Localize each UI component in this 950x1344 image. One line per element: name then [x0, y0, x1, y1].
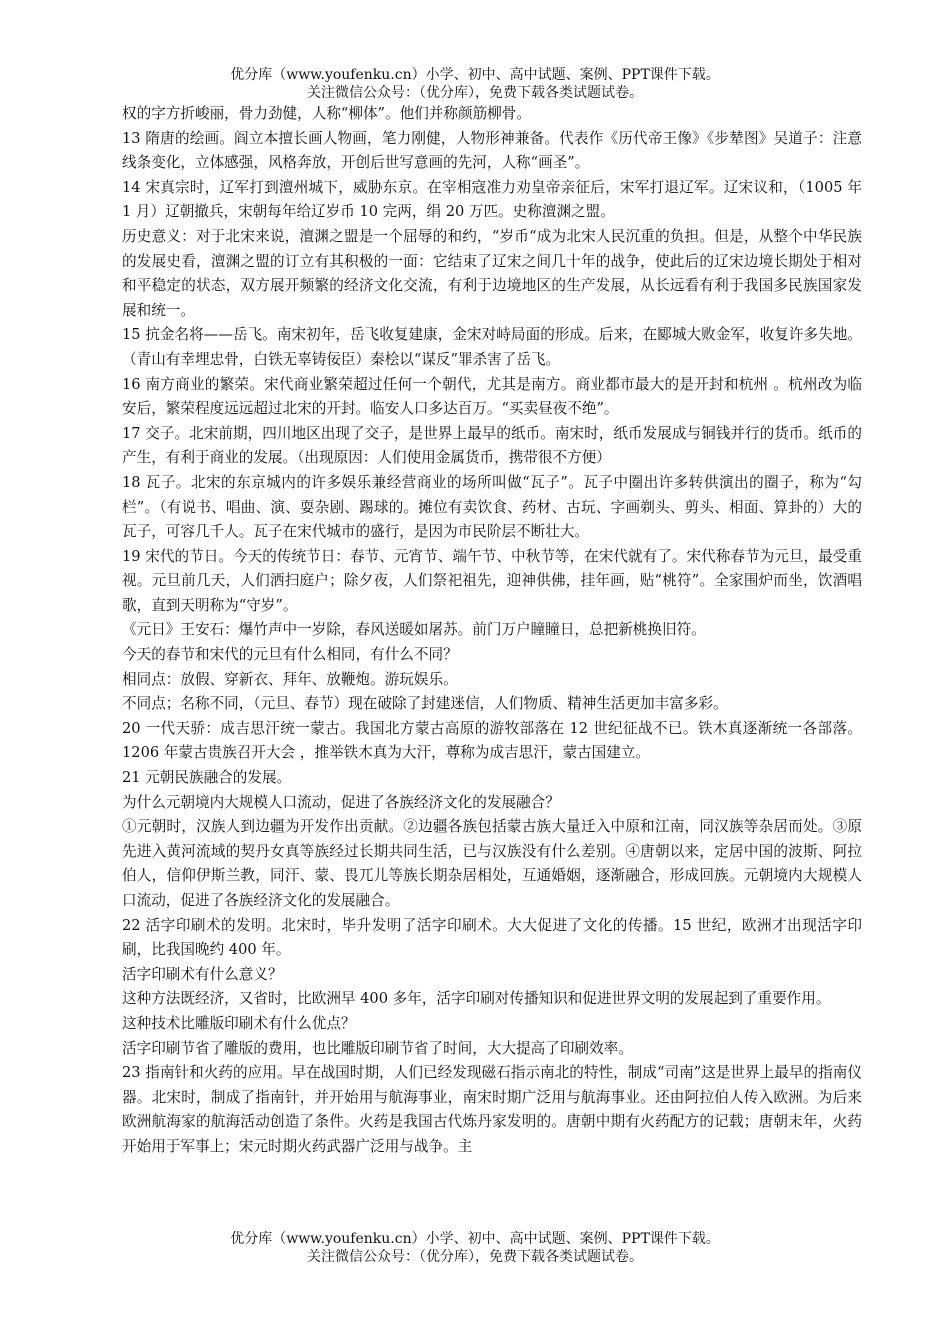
document-body [122, 102, 862, 1160]
paragraph-22: 活字印刷节省了雕版的费用，也比雕版印刷节省了时间，大大提高了印刷效率。 [122, 1039, 633, 1057]
paragraph-14: 20 一代天骄：成吉思汗统一蒙古。我国北方蒙古高原的游牧部落在 12 世纪征战不已。铁木真逐渐统一各部落。1206 年蒙古贵族召开大会 ，推举铁木真为大汗，尊称为成吉思汗，蒙古国建立。 [122, 719, 862, 762]
paragraph-02: 13 隋唐的绘画。阎立本擅长画人物画，笔力刚健，人物形神兼备。代表作《历代帝王像》《步辇图》吴道子：注意线条变化，立体感强，风格奔放，开创后世写意画的先河，人称“画圣”。 [122, 129, 862, 172]
paragraph-15: 21 元朝民族融合的发展。 [122, 769, 292, 787]
header-line-1: 优分库（www.youfenku.cn）小学、初中、高中试题、案例、PPT课件下载。 [230, 67, 720, 83]
page-footer [0, 1230, 950, 1266]
paragraph-17: ①元朝时，汉族人到边疆为开发作出贡献。②边疆各族包括蒙古族大量迁入中原和江南，同汉族等杂居而处。③原先进入黄河流域的契丹女真等族经过长期共同生活，已与汉族没有什么差别。④唐朝以来，定居中国的波斯、阿拉伯人，信仰伊斯兰教，同汗、蒙、畏兀儿等族长期杂居相处，互通婚姻，逐渐融合，形成回族。元朝境内大规模人口流动，促进了各族经济文化的发展融合。 [122, 818, 862, 909]
paragraph-10: 《元日》王安石：爆竹声中一岁除，春风送暖如屠苏。前门万户瞳瞳日，总把新桃换旧符。 [122, 621, 706, 639]
paragraph-07: 17 交子。北宋前期，四川地区出现了交子，是世界上最早的纸币。南宋时，纸币发展成与铜钱并行的货币。纸币的产生，有利于商业的发展。（出现原因：人们使用金属货币，携带很不方便） [122, 424, 862, 467]
paragraph-23: 23 指南针和火药的应用。早在战国时期，人们已经发现磁石指示南北的特性，制成“司南”这是世界上最早的指南仪器。北宋时，制成了指南针，并开始用与航海事业，南宋时期广泛用与航海事业。还由阿拉伯人传入欧洲。为后来欧洲航海家的航海活动创造了条件。火药是我国古代炼丹家发明的。唐朝中期有火药配方的记载；唐朝末年，火药开始用于军事上；宋元时期火药武器广泛用与战争。主 [122, 1064, 862, 1155]
paragraph-09: 19 宋代的节日。今天的传统节日：春节、元宵节、端午节、中秋节等，在宋代就有了。宋代称春节为元旦，最受重视。元旦前几天，人们洒扫庭户；除夕夜，人们祭祀祖先，迎神供佛，挂年画，贴“桃符”。全家围炉而坐，饮酒唱歌，直到天明称为“守岁”。 [122, 547, 862, 614]
paragraph-19: 活字印刷术有什么意义？ [122, 965, 283, 983]
footer-line-1: 优分库（www.youfenku.cn）小学、初中、高中试题、案例、PPT课件下载。 [230, 1231, 720, 1247]
paragraph-20: 这种方法既经济，又省时，比欧洲早 400 多年，活字印刷对传播知识和促进世界文明的发展起到了重要作用。 [122, 990, 831, 1008]
paragraph-08: 18 瓦子。北宋的东京城内的许多娱乐兼经营商业的场所叫做“瓦子”。瓦子中圈出许多转供演出的圈子，称为“勾栏”。（有说书、唱曲、演、耍杂剧、踢球的。摊位有卖饮食、药材、古玩、字画剃头、剪头、相面、算卦的）大的瓦子，可容几千人。瓦子在宋代城市的盛行，是因为市民阶层不断壮大。 [122, 473, 862, 541]
footer-line-2: 关注微信公众号：（优分库），免费下载各类试题试卷。 [307, 1249, 643, 1265]
paragraph-16: 为什么元朝境内大规模人口流动，促进了各族经济文化的发展融合？ [122, 793, 560, 811]
paragraph-12: 相同点：放假、穿新衣、拜年、放鞭炮。游玩娱乐。 [122, 670, 458, 688]
paragraph-18: 22 活字印刷术的发明。北宋时，毕升发明了活字印刷术。大大促进了文化的传播。15 世纪，欧洲才出现活字印刷，比我国晚约 400 年。 [122, 916, 862, 959]
header-line-2: 关注微信公众号：（优分库），免费下载各类试题试卷。 [307, 85, 643, 101]
paragraph-06: 16 南方商业的繁荣。宋代商业繁荣超过任何一个朝代，尤其是南方。商业都市最大的是开封和杭州 。杭州改为临安后，繁荣程度远远超过北宋的开封。临安人口多达百万。“买卖昼夜不绝”。 [122, 375, 862, 418]
page-header [0, 66, 950, 102]
paragraph-11: 今天的春节和宋代的元旦有什么相同，有什么不同？ [122, 646, 458, 664]
paragraph-21: 这种技术比雕版印刷术有什么优点？ [122, 1014, 356, 1032]
paragraph-01: 权的字方折峻丽，骨力劲健，人称“柳体”。他们并称颜筋柳骨。 [122, 105, 531, 122]
paragraph-03: 14 宋真宗时，辽军打到澶州城下，威胁东京。在宰相寇准力劝皇帝亲征后，宋军打退辽军。辽宋议和，（1005 年 1 月）辽朝撤兵，宋朝每年给辽岁币 10 完两，绢 20 万匹。史称澶渊之盟。 [122, 178, 862, 221]
paragraph-05: 15 抗金名将——岳飞。南宋初年，岳飞收复建康，金宋对峙局面的形成。后来，在郾城大败金军，收复许多失地。（青山有幸埋忠骨，白铁无辜铸佞臣）秦桧以“谋反”罪杀害了岳飞。 [122, 326, 862, 368]
paragraph-13: 不同点；名称不同，（元旦、春节）现在破除了封建迷信，人们物质、精神生活更加丰富多彩。 [122, 695, 728, 713]
paragraph-04: 历史意义：对于北宋来说，澶渊之盟是一个屈辱的和约，“岁币“成为北宋人民沉重的负担。但是，从整个中华民族的发展史看，澶渊之盟的订立有其积极的一面：它结束了辽宋之间几十年的战争，使此后的辽宋边境长期处于相对和平稳定的状态，双方展开频繁的经济文化交流，有利于边境地区的生产发展，从长远看有利于我国多民族国家发展和统一。 [122, 227, 862, 319]
